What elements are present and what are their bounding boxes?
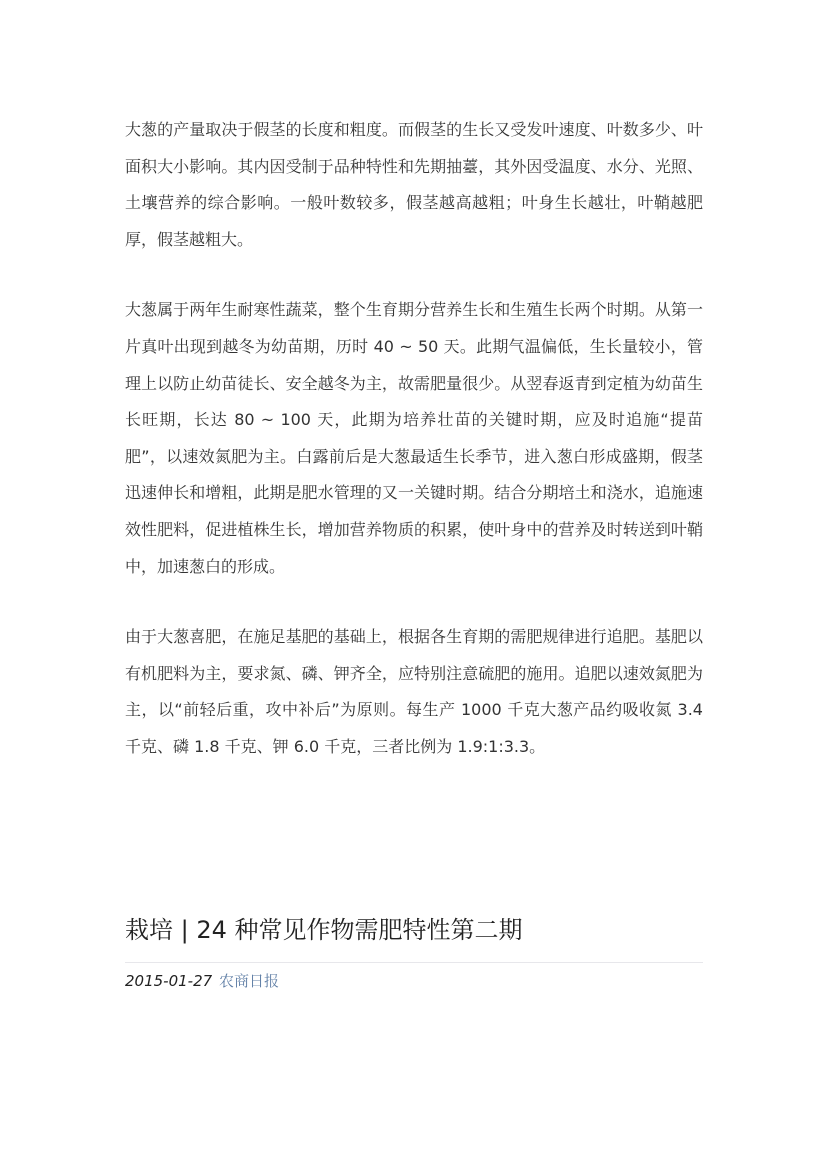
paragraph-1: 大葱的产量取决于假茎的长度和粗度。而假茎的生长又受发叶速度、叶数多少、叶面积大小影响。其内因受制于品种特性和先期抽薹，其外因受温度、水分、光照、土壤营养的综合影响。一般叶数较多，假茎越高越粗；叶身生长越壮，叶鞘越肥厚，假茎越粗大。 <box>125 120 703 249</box>
paragraph-3: 由于大葱喜肥，在施足基肥的基础上，根据各生育期的需肥规律进行追肥。基肥以有机肥料为主，要求氮、磷、钾齐全，应特别注意硫肥的施用。追肥以速效氮肥为主，以“前轻后重，攻中补后”为原则。每生产 1000 千克大葱产品约吸收氮 3.4 千克、磷 1.8 千克、钾 6.0 千克，三者比例为 1.9:1:3.3。 <box>125 627 703 756</box>
publish-date: 2015-01-27 <box>125 972 213 990</box>
article-title: 栽培 | 24 种常见作物需肥特性第二期 <box>125 908 703 963</box>
article-body <box>125 112 703 800</box>
source-link[interactable]: 农商日报 <box>218 972 279 990</box>
article-meta <box>125 970 279 992</box>
paragraph-2: 大葱属于两年生耐寒性蔬菜，整个生育期分营养生长和生殖生长两个时期。从第一片真叶出现到越冬为幼苗期，历时 40 ~ 50 天。此期气温偏低，生长量较小，管理上以防止幼苗徒长、安全越冬为主，故需肥量很少。从翌春返青到定植为幼苗生长旺期，长达 80 ~ 100 天，此期为培养壮苗的关键时期，应及时追施“提苗肥”，以速效氮肥为主。白露前后是大葱最适生长季节，进入葱白形成盛期，假茎迅速伸长和增粗，此期是肥水管理的又一关键时期。结合分期培土和浇水，追施速效性肥料，促进植株生长，增加营养物质的积累，使叶身中的营养及时转送到叶鞘中，加速葱白的形成。 <box>125 300 703 576</box>
